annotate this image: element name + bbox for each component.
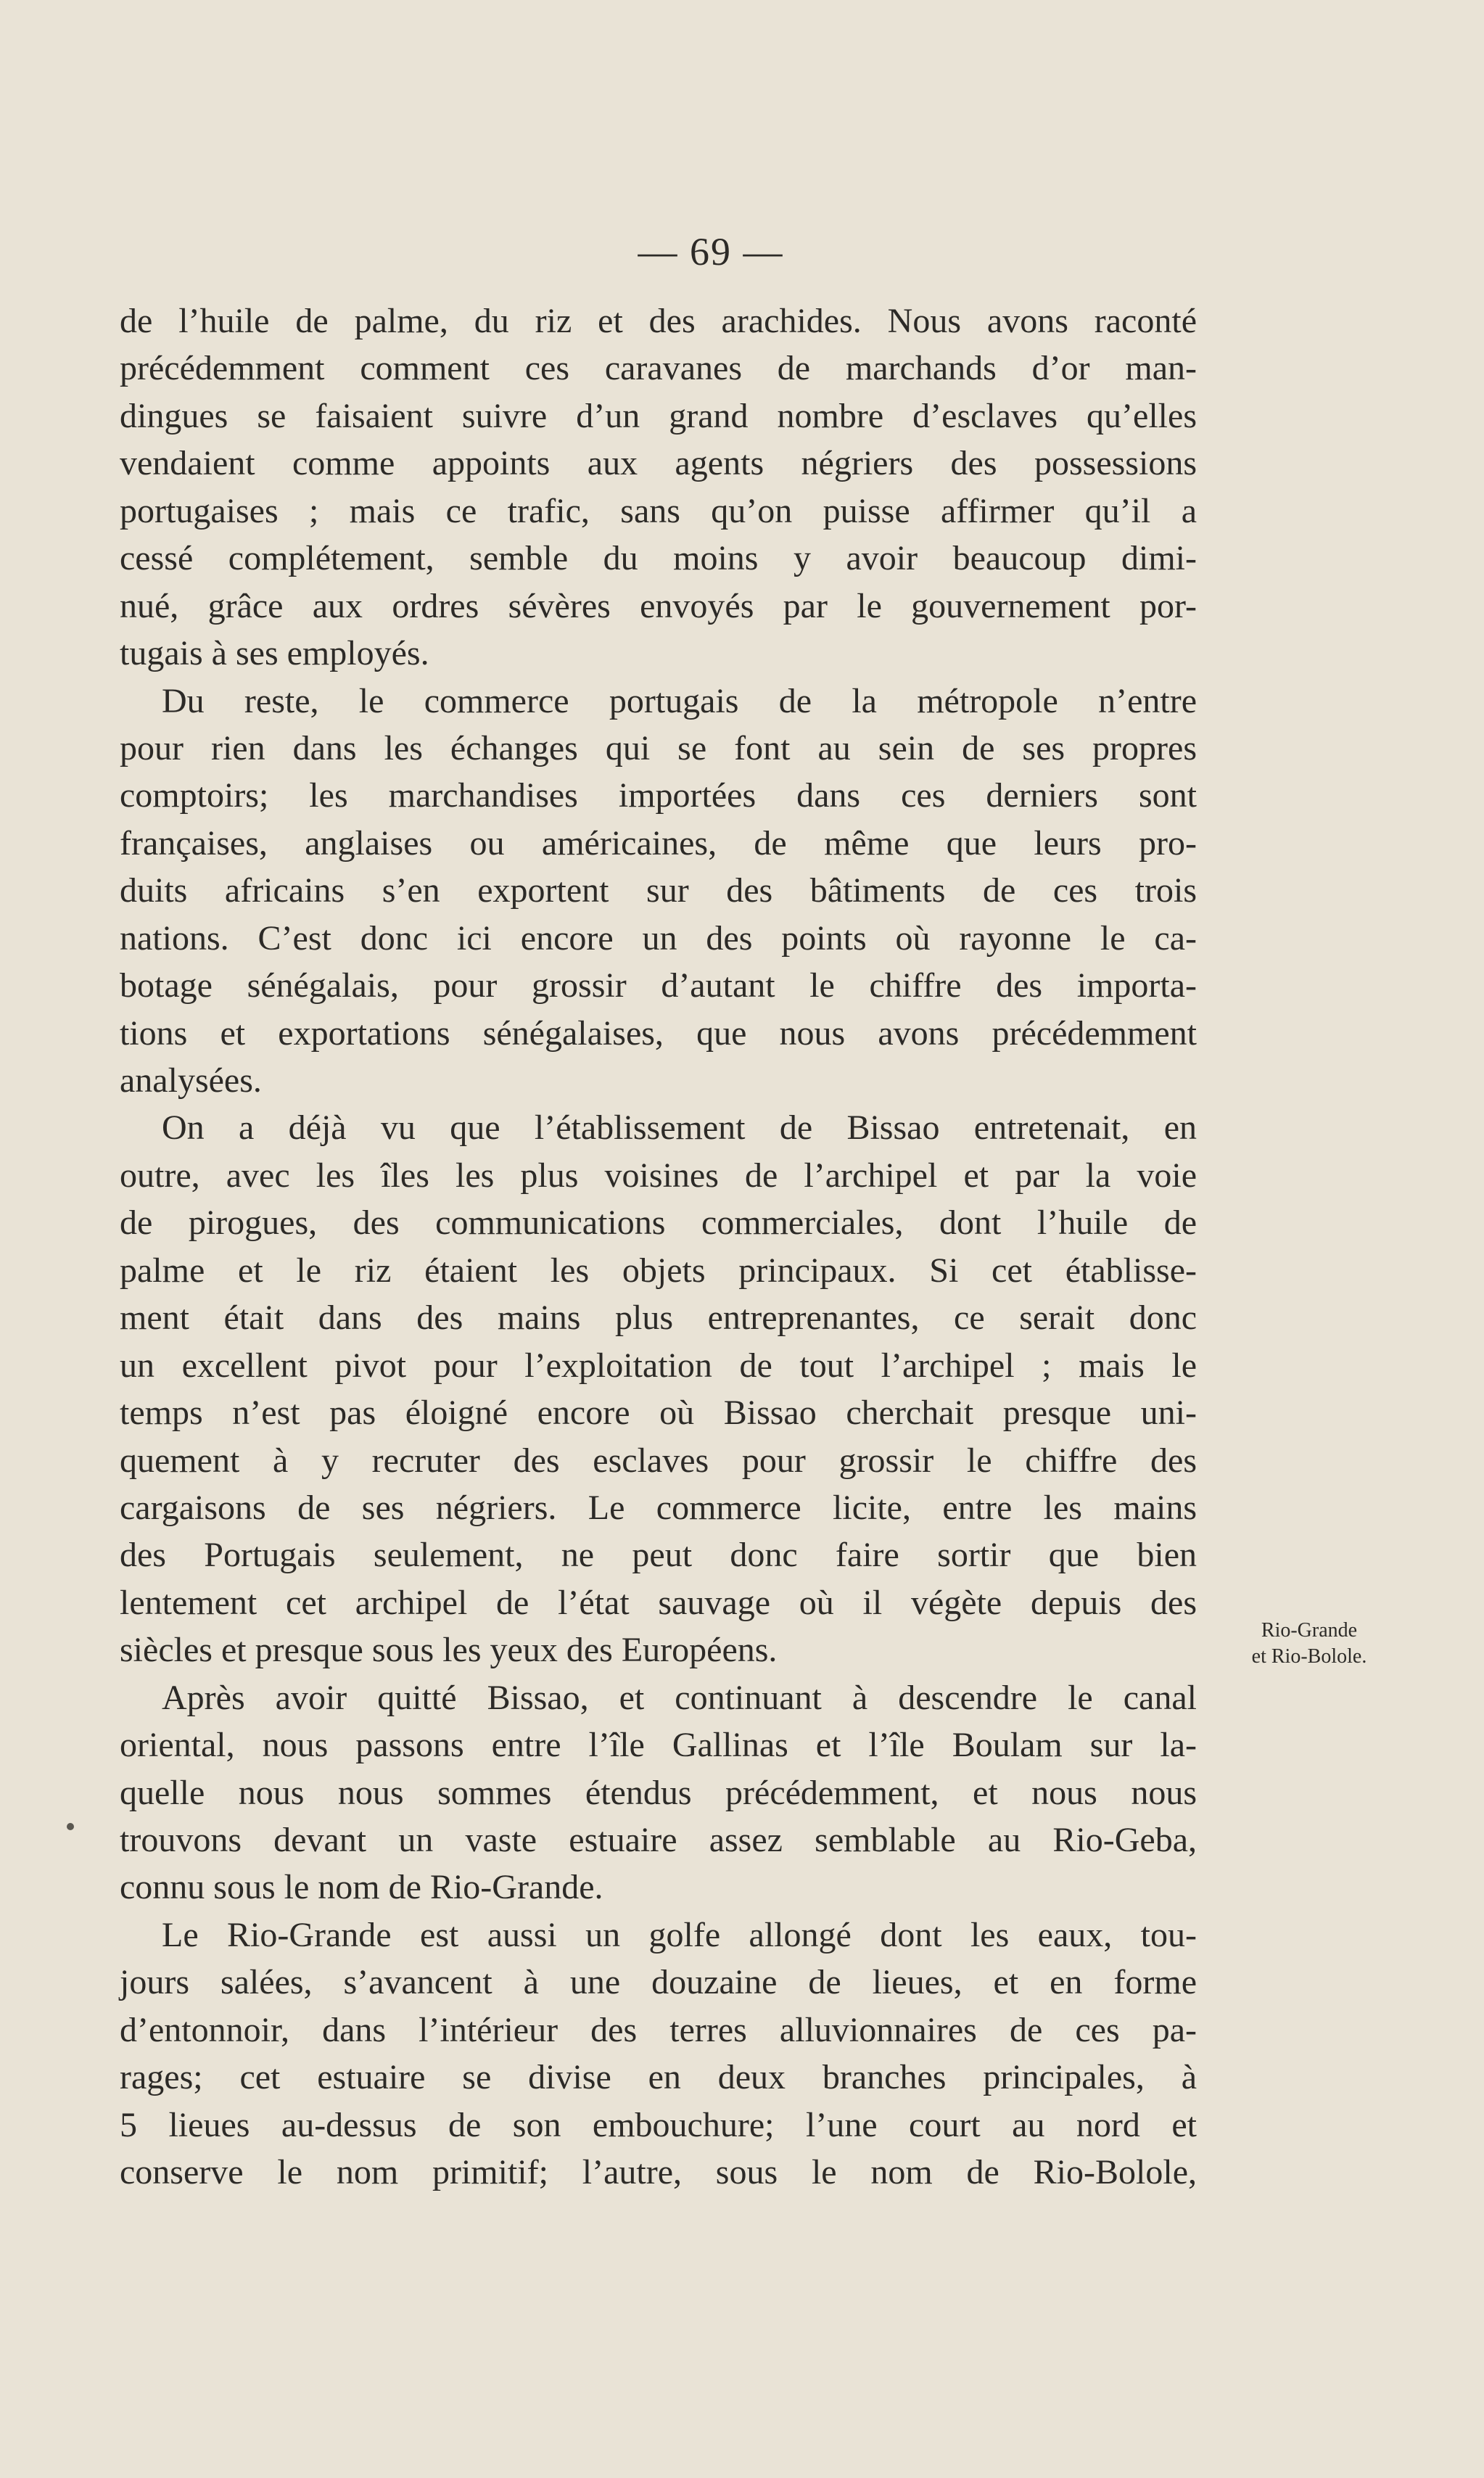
page-number: — 69 —: [638, 230, 784, 273]
body-text: [120, 297, 1197, 2197]
text-line: précédemment comment ces caravanes de marchands d’or man-: [120, 349, 1197, 388]
text-line: de l’huile de palme, du riz et des arachides. Nous avons raconté: [120, 302, 1197, 340]
text-line: Du reste, le commerce portugais de la métropole n’entre: [162, 681, 1197, 720]
text-line: 5 lieues au-dessus de son embouchure; l’une court au nord et: [120, 2105, 1197, 2144]
margin-note-line: et Rio-Bolole.: [1251, 1645, 1367, 1668]
text-line: siècles et presque sous les yeux des Européens.: [120, 1631, 778, 1670]
text-line: Le Rio-Grande est aussi un golfe allongé dont les eaux, tou-: [162, 1915, 1197, 1954]
text-line: cessé complétement, semble du moins y avoir beaucoup dimi-: [120, 539, 1197, 578]
text-line: d’entonnoir, dans l’intérieur des terres alluvionnaires de ces pa-: [120, 2010, 1197, 2049]
text-line: On a déjà vu que l’établissement de Bissao entretenait, en: [162, 1108, 1197, 1148]
text-line: rages; cet estuaire se divise en deux branches principales, à: [120, 2058, 1197, 2097]
text-line: outre, avec les îles les plus voisines de l’archipel et par la voie: [120, 1156, 1197, 1195]
text-line: jours salées, s’avancent à une douzaine de lieues, et en forme: [120, 1963, 1197, 2002]
text-line: connu sous le nom de Rio-Grande.: [120, 1868, 603, 1907]
text-line: cargaisons de ses négriers. Le commerce licite, entre les mains: [120, 1488, 1197, 1527]
text-line: conserve le nom primitif; l’autre, sous le nom de Rio-Bolole,: [120, 2153, 1197, 2192]
text-line: portugaises ; mais ce trafic, sans qu’on puisse affirmer qu’il a: [120, 491, 1197, 530]
text-line: nations. C’est donc ici encore un des points où rayonne le ca-: [120, 918, 1197, 958]
margin-note-line: Rio-Grande: [1261, 1619, 1358, 1642]
text-line: ment était dans des mains plus entreprenantes, ce serait donc: [120, 1298, 1197, 1338]
margin-note: [1226, 1618, 1393, 1670]
text-line: quelle nous nous sommes étendus précédemment, et nous nous: [120, 1773, 1197, 1812]
text-line: botage sénégalais, pour grossir d’autant le chiffre des importa-: [120, 966, 1197, 1005]
text-line: dingues se faisaient suivre d’un grand nombre d’esclaves qu’elles: [120, 396, 1197, 435]
text-line: tugais à ses employés.: [120, 634, 429, 673]
text-line: nué, grâce aux ordres sévères envoyés par le gouvernement por-: [120, 586, 1197, 625]
ink-dot-mark: [67, 1823, 74, 1830]
text-line: lentement cet archipel de l’état sauvage où il végète depuis des: [120, 1583, 1197, 1622]
text-line: comptoirs; les marchandises importées dans ces derniers sont: [120, 776, 1197, 815]
text-line: des Portugais seulement, ne peut donc faire sortir que bien: [120, 1536, 1197, 1575]
text-line: duits africains s’en exportent sur des bâtiments de ces trois: [120, 871, 1197, 910]
text-line: vendaient comme appoints aux agents négriers des possessions: [120, 444, 1197, 483]
text-line: Après avoir quitté Bissao, et continuant à descendre le canal: [162, 1678, 1197, 1717]
text-line: françaises, anglaises ou américaines, de même que leurs pro-: [120, 823, 1197, 863]
text-line: temps n’est pas éloigné encore où Bissao cherchait presque uni-: [120, 1394, 1197, 1433]
text-line: oriental, nous passons entre l’île Gallinas et l’île Boulam sur la-: [120, 1726, 1197, 1765]
text-line: pour rien dans les échanges qui se font au sein de ses propres: [120, 728, 1197, 767]
text-line: palme et le riz étaient les objets principaux. Si cet établisse-: [120, 1251, 1197, 1290]
text-line: tions et exportations sénégalaises, que nous avons précédemment: [120, 1013, 1197, 1053]
text-line: analysées.: [120, 1061, 262, 1100]
text-line: un excellent pivot pour l’exploitation de tout l’archipel ; mais le: [120, 1346, 1197, 1385]
text-line: trouvons devant un vaste estuaire assez semblable au Rio-Geba,: [120, 1821, 1197, 1859]
text-line: quement à y recruter des esclaves pour grossir le chiffre des: [120, 1441, 1197, 1480]
text-line: de pirogues, des communications commerciales, dont l’huile de: [120, 1203, 1197, 1243]
